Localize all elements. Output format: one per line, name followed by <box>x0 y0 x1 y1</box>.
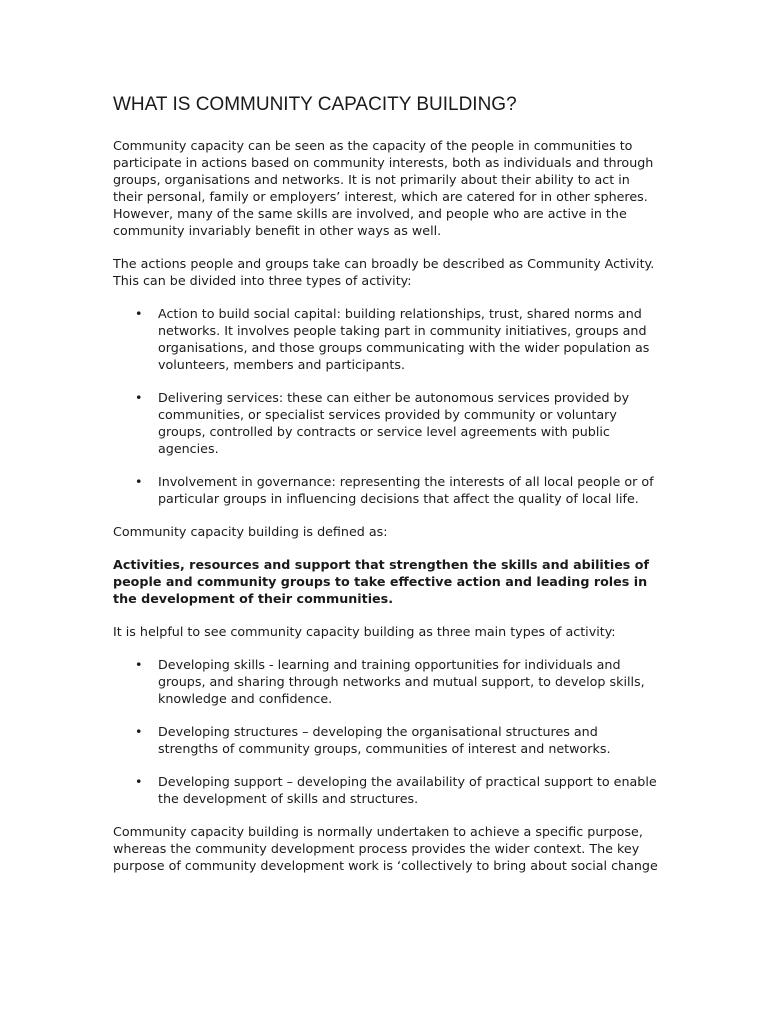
definition-intro-paragraph: Community capacity building is defined as: <box>113 524 388 539</box>
capacity-intro-paragraph: It is helpful to see community capacity building as three main types of activity: <box>113 624 616 639</box>
bullet-icon: • <box>135 774 143 789</box>
list-item-text: Action to build social capital: building relationships, trust, shared norms and networks. It involves people taking part in community initiatives, groups and organisations, and those groups communicating with the wider population as volunteers, members and participants. <box>158 306 650 372</box>
list-item-text: Involvement in governance: representing the interests of all local people or of particular groups in influencing decisions that affect the quality of local life. <box>158 474 654 506</box>
bullet-icon: • <box>135 390 143 405</box>
activity-intro-paragraph: The actions people and groups take can broadly be described as Community Activity. This can be divided into three types of activity: <box>113 256 655 288</box>
list-item <box>113 473 658 507</box>
activity-types-list <box>113 305 658 507</box>
list-item <box>113 723 658 757</box>
document-page <box>113 93 658 890</box>
list-item <box>113 389 658 457</box>
page-title: WHAT IS COMMUNITY CAPACITY BUILDING? <box>113 94 517 115</box>
list-item-text: Developing structures – developing the organisational structures and strengths of community groups, communities of interest and networks. <box>158 724 611 756</box>
intro-paragraph: Community capacity can be seen as the capacity of the people in communities to participate in actions based on community interests, both as individuals and through groups, organisations and networks. It is not primarily about their ability to act in their personal, family or employers’ interest, which are catered for in other spheres. However, many of the same skills are involved, and people who are active in the community invariably benefit in other ways as well. <box>113 138 654 238</box>
list-item-text: Delivering services: these can either be autonomous services provided by communities, or specialist services provided by community or voluntary groups, controlled by contracts or service level agreements with public agencies. <box>158 390 630 456</box>
bullet-icon: • <box>135 474 143 489</box>
list-item-text: Developing support – developing the availability of practical support to enable the development of skills and structures. <box>158 774 657 806</box>
list-item <box>113 773 658 807</box>
bullet-icon: • <box>135 724 143 739</box>
list-item <box>113 305 658 373</box>
closing-paragraph: Community capacity building is normally undertaken to achieve a specific purpose, whereas the community development process provides the wider context. The key purpose of community development work is ‘collectively to bring about social change <box>113 824 658 873</box>
bullet-icon: • <box>135 657 143 672</box>
capacity-types-list <box>113 656 658 807</box>
bullet-icon: • <box>135 306 143 321</box>
definition-paragraph: Activities, resources and support that strengthen the skills and abilities of people and community groups to take effective action and leading roles in the development of their communities. <box>113 557 650 606</box>
list-item-text: Developing skills - learning and training opportunities for individuals and groups, and sharing through networks and mutual support, to develop skills, knowledge and confidence. <box>158 657 645 706</box>
list-item <box>113 656 658 707</box>
